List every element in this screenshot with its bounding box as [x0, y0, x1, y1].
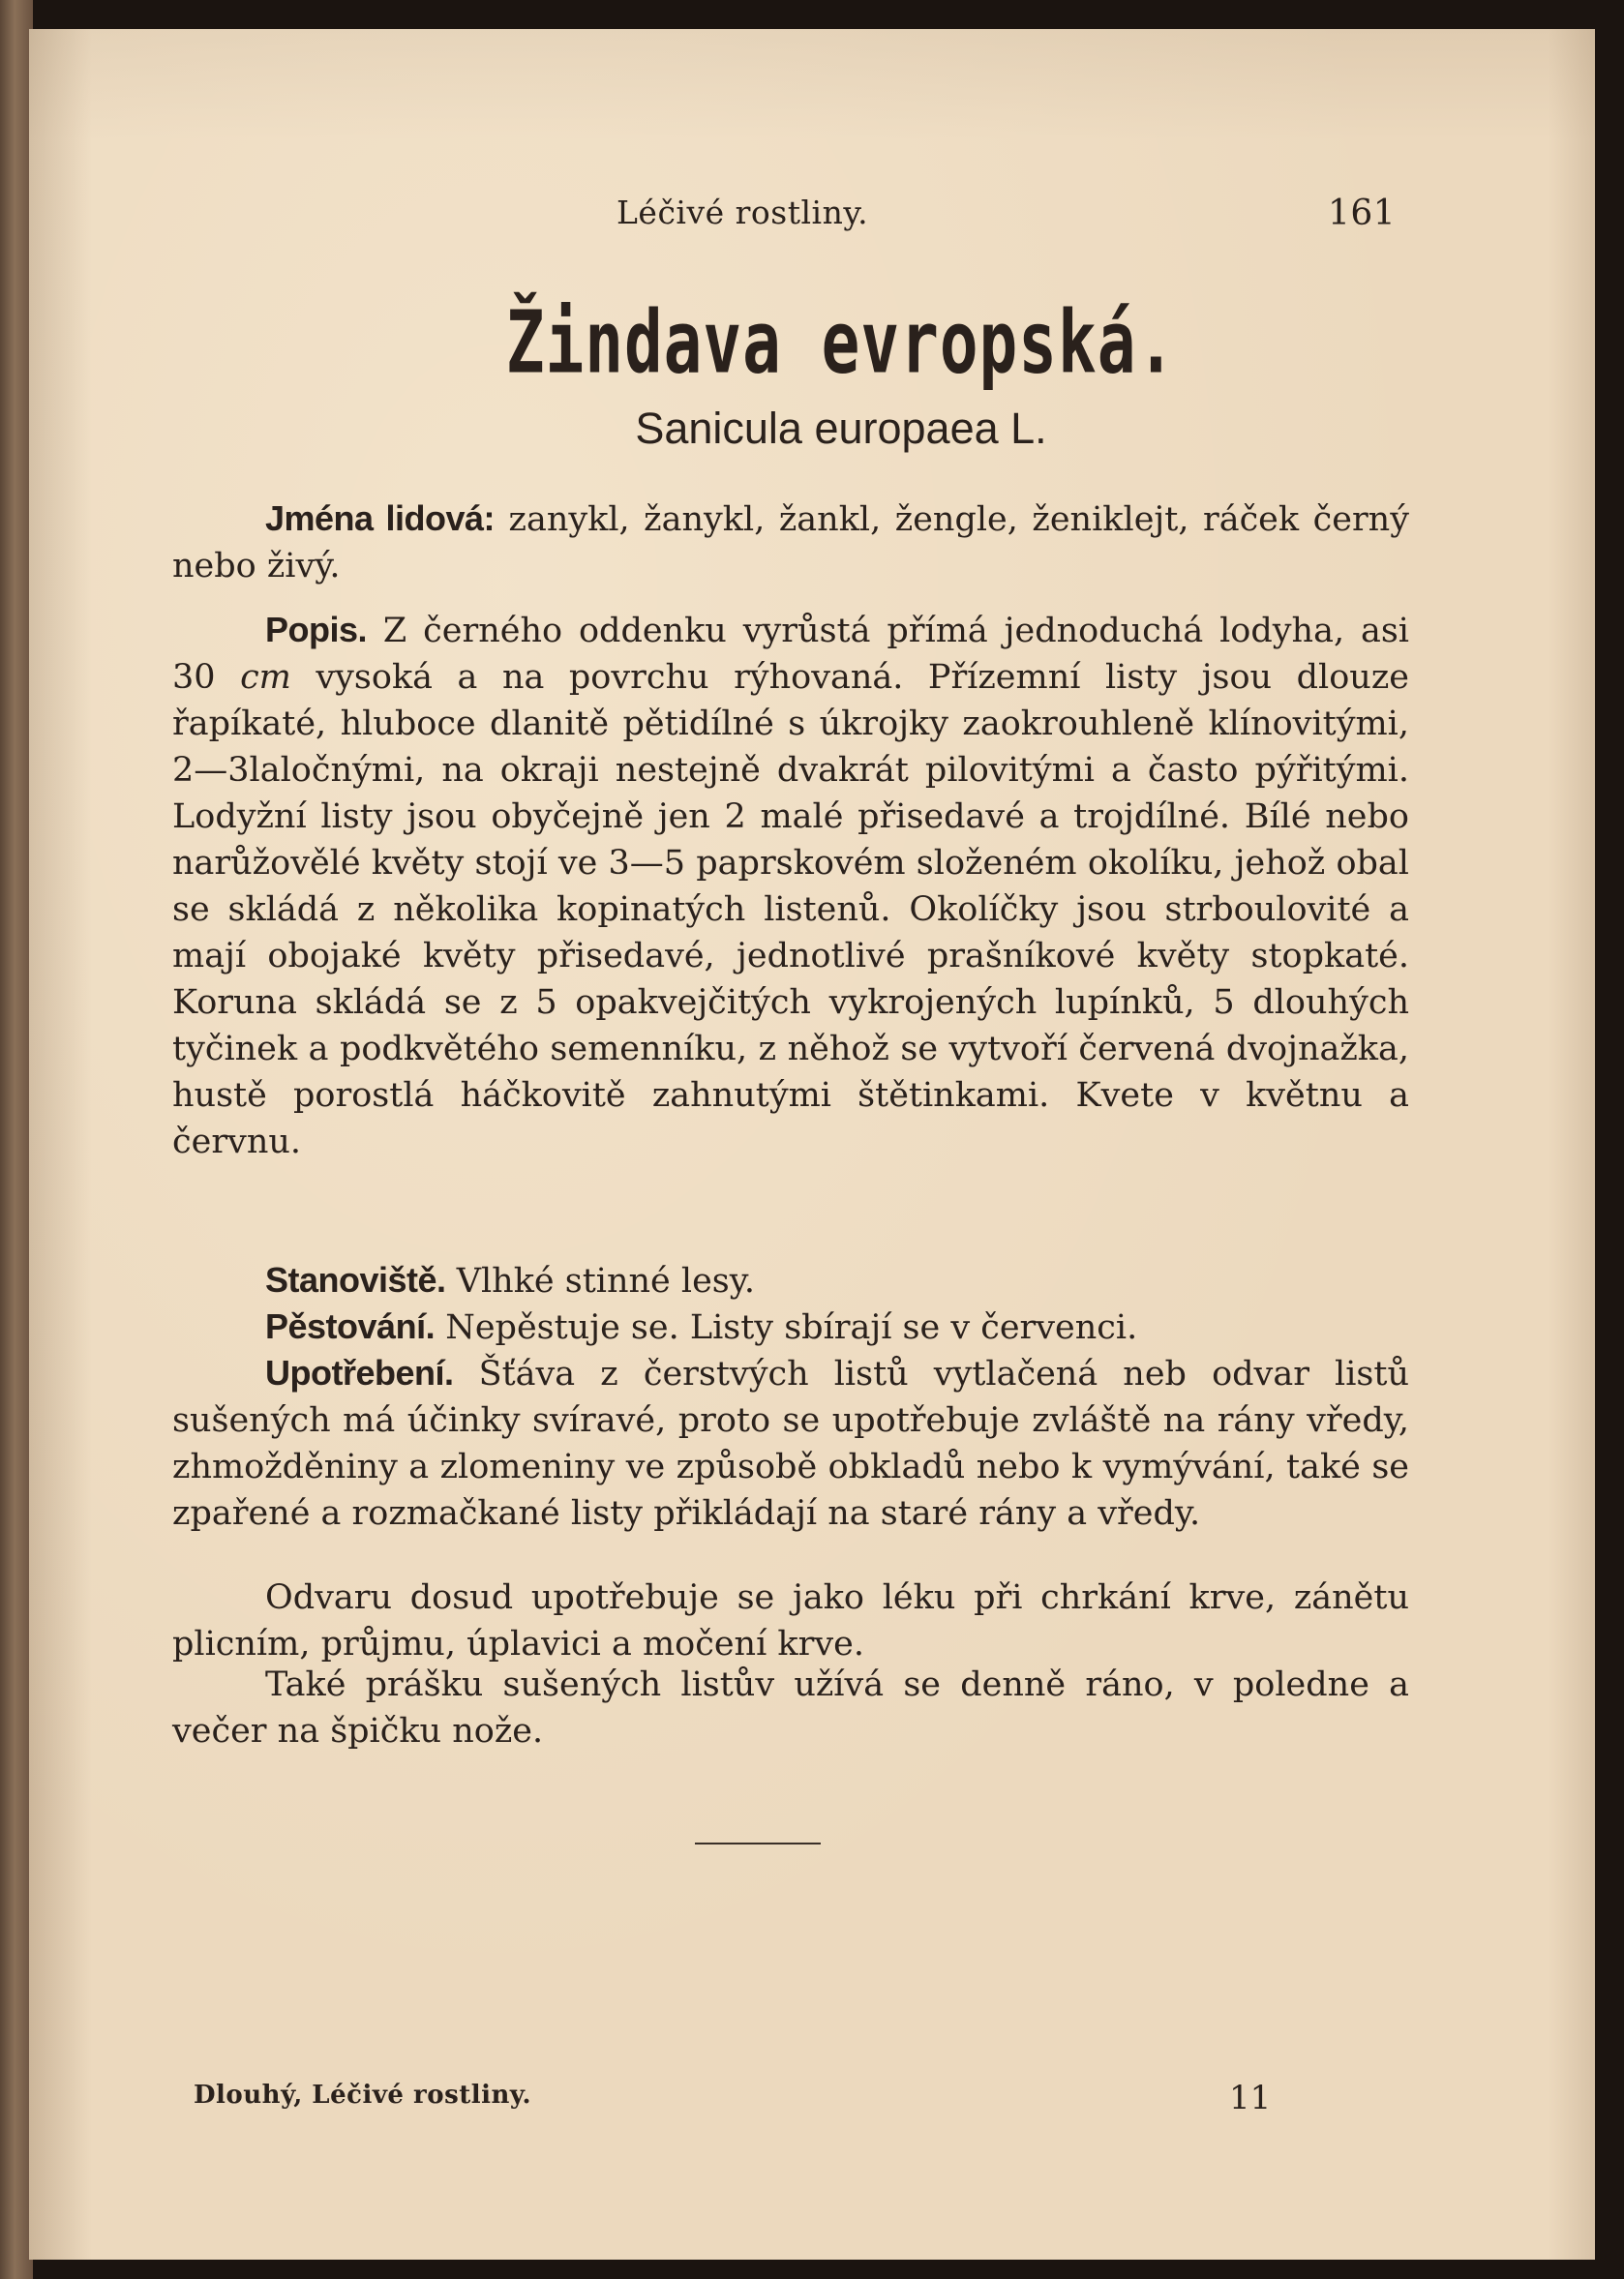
folk-names-paragraph [172, 495, 1409, 589]
page-number: 161 [1328, 194, 1397, 233]
cultivation-text: Nepěstuje se. Listy sbírají se v červenci. [435, 1308, 1138, 1347]
folk-names-heading: Jména lidová: [265, 498, 495, 538]
book-page [29, 29, 1595, 2260]
end-rule [695, 1843, 821, 1844]
description-heading: Popis. [265, 610, 368, 649]
habitat-heading: Stanoviště. [265, 1260, 446, 1300]
use-paragraph [172, 1350, 1409, 1537]
description-unit: cm [240, 658, 291, 697]
footer-signature: Dlouhý, Léčivé rostliny. [194, 2081, 532, 2110]
cultivation-paragraph [172, 1304, 1409, 1351]
use-heading: Upotřebení. [265, 1353, 454, 1393]
habitat-paragraph [172, 1257, 1409, 1304]
habitat-text: Vlhké stinné lesy. [445, 1262, 756, 1301]
description-paragraph [172, 607, 1409, 1165]
description-text-1: Z černého oddenku vyrůstá přímá jednoduchá lodyha, asi 30 [172, 612, 1409, 697]
latin-name: Sanicula europaea L. [635, 404, 1047, 453]
folk-names-text: zanykl, žanykl, žankl, žengle, ženiklejt, ráček černý nebo živý. [172, 500, 1409, 585]
book-binding [0, 0, 33, 2279]
footer-sheet-number: 11 [1229, 2079, 1272, 2117]
decoction-paragraph: Odvaru dosud upotřebuje se jako léku při chrkání krve, zánětu plicním, průjmu, úplavici a močení krve. [172, 1578, 1409, 1664]
running-head-title: Léčivé rostliny. [617, 194, 869, 231]
cultivation-heading: Pěstování. [265, 1306, 436, 1346]
description-text-2: vysoká a na povrchu rýhovaná. Přízemní listy jsou dlouze řapíkaté, hluboce dlanitě pětidílné s úkrojky zaokrouhleně klínovitými, 2—3laločnými, na okraji nestejně dvakrát pilovitými a často pýřitými. Lodyžní listy jsou obyčejně jen 2 malé přisedavé a trojdílné. Bílé nebo narůžovělé květy stojí ve 3—5 paprskovém složeném okolíku, jehož obal se skládá z několika kopinatých listenů. Okolíčky jsou strboulovité a mají obojaké květy přisedavé, jednotlivé prašníkové květy stopkaté. Koruna skládá se z 5 opakvejčitých vykrojených lupínků, 5 dlouhých tyčinek a podkvětého semenníku, z něhož se vytvoří červená dvojnažka, hustě porostlá háčkovitě zahnutými štětinkami. Kvete v květnu a červnu. [172, 658, 1409, 1161]
powder-paragraph: Také prášku sušených listův užívá se denně ráno, v poledne a večer na špičku nože. [172, 1665, 1409, 1751]
use-text: Šťáva z čerstvých listů vytlačená neb odvar listů sušených má účinky svíravé, proto se upotřebuje zvláště na rány vředy, zhmožděniny a zlomeniny ve způsobě obkladů nebo k vymývání, také se zpařené a rozmačkané listy přikládají na staré rány a vředy. [172, 1355, 1409, 1533]
article-title: Žindava evropská. [505, 292, 1177, 393]
